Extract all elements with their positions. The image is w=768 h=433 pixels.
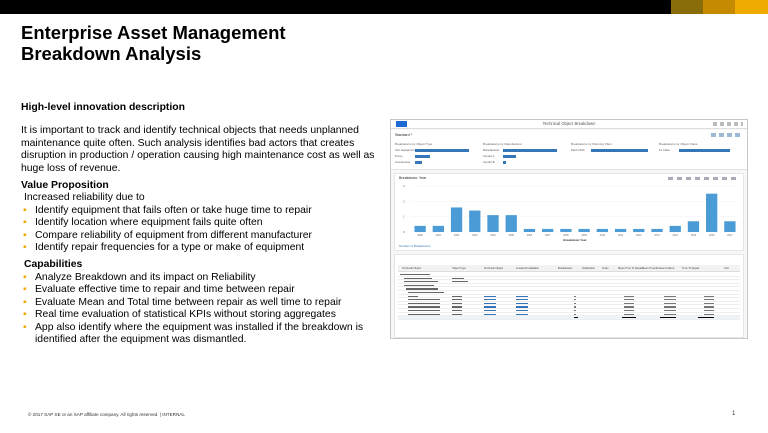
chart-bar[interactable] (506, 215, 517, 232)
list-item: ▪ Analyze Breakdown and its impact on Reliability (23, 271, 256, 283)
x-tick-label: 2017 (727, 234, 733, 237)
chart-bar[interactable] (651, 229, 662, 232)
chart-legend: Number of Breakdowns (399, 244, 431, 248)
chart-bar[interactable] (706, 194, 717, 232)
chart-bar[interactable] (633, 229, 644, 232)
x-tick-label: 2011 (617, 234, 624, 237)
chart-bar[interactable] (688, 221, 699, 232)
filter-bar-value[interactable] (679, 149, 730, 152)
capabilities-heading: Capabilities (24, 259, 83, 271)
x-tick-label: 2009 (581, 234, 587, 237)
x-tick-label: 2004 (490, 234, 496, 237)
chart-bar[interactable] (597, 229, 608, 232)
bullet-icon: ▪ (23, 284, 27, 296)
chart-bar[interactable] (524, 229, 535, 232)
bullet-icon: ▪ (23, 204, 27, 216)
x-tick-label: 2010 (599, 234, 605, 237)
filter-bar-value[interactable] (503, 149, 557, 152)
column-header[interactable]: Object Type (452, 267, 466, 270)
x-tick-label: 2001 (435, 234, 441, 237)
innovation-heading: High-level innovation description (21, 102, 185, 113)
list-item: ▪ Evaluate effective time to repair and time between repair (23, 284, 295, 296)
table-header (398, 265, 740, 272)
shell-tools (713, 122, 743, 126)
accent-block-dark (671, 0, 703, 14)
footer-copyright: © 2017 SAP SE or an SAP affiliate company. All rights reserved. | INTERNAL (28, 412, 185, 417)
table-body (398, 273, 740, 320)
filter-bar-tools (711, 133, 741, 137)
list-item: ▪ Evaluate Mean and Total time between repair as well time to repair (23, 296, 342, 308)
description-column (21, 102, 383, 346)
page-number: 1 (732, 411, 736, 417)
chart-bar[interactable] (414, 226, 425, 232)
bullet-icon: ▪ (23, 309, 27, 321)
filter-bar-value[interactable] (591, 149, 648, 152)
value-proposition-list (21, 205, 383, 255)
capabilities-list (21, 272, 383, 346)
column-header[interactable]: Unit (724, 267, 729, 270)
list-item: ▪ Compare reliability of equipment from different manufacturer (23, 229, 313, 241)
y-tick-label: 2 (403, 199, 405, 204)
table-toolbar (712, 257, 738, 262)
column-header[interactable]: Mean Time Between Failure (642, 267, 675, 270)
bullet-icon: ▪ (23, 296, 27, 308)
innovation-text: It is important to track and identify technical objects that needs unplanned maintenance quite often. Such analysis identifies bad actors that creates disruption in production / operation causing high maintenance cost as well as huge loss of revenue. (21, 125, 375, 174)
table-row[interactable] (398, 316, 740, 320)
x-tick-label: 2013 (654, 234, 660, 237)
x-tick-label: 2014 (672, 234, 678, 237)
list-item: ▪ App also identify where the equipment was installed if the breakdown is identified after the equipment was dismantled. (23, 321, 364, 345)
chart-bar[interactable] (433, 226, 444, 232)
chart-bar[interactable] (724, 221, 735, 232)
chart-bar[interactable] (578, 229, 589, 232)
x-tick-label: 2000 (417, 234, 423, 237)
column-header[interactable]: Location/Installation (516, 267, 539, 270)
title-line-2: Breakdown Analysis (21, 43, 202, 64)
bullet-icon: ▪ (23, 271, 27, 283)
title-line-1: Enterprise Asset Management (21, 22, 286, 43)
x-tick-label: 2005 (508, 234, 514, 237)
filter-card[interactable]: Breakdowns by Planning Plant Plant 1010 (571, 142, 655, 168)
chart-bar[interactable] (560, 229, 571, 232)
x-tick-label: 2008 (563, 234, 569, 237)
filter-bar-value[interactable] (503, 155, 516, 158)
variant-management[interactable]: Standard * (395, 133, 412, 137)
filter-bar (391, 130, 747, 170)
filter-bar-value[interactable] (503, 161, 506, 164)
breakdown-table (394, 254, 744, 338)
y-tick-label: 1 (403, 214, 405, 219)
chart-bar[interactable] (469, 211, 480, 232)
chart-bar[interactable] (487, 215, 498, 232)
filter-bar-value[interactable] (415, 161, 422, 164)
y-tick-label: 3 (403, 184, 405, 188)
chart-title: Breakdown: Year (399, 176, 427, 180)
filter-card[interactable]: Breakdowns by Object Class FL Class (659, 142, 743, 168)
app-title: Technical Object Breakdown (542, 121, 596, 126)
accent-block-light (735, 0, 768, 14)
filter-card[interactable]: Breakdowns by Manufacturer Manufacturer Vendor A Vendor B (483, 142, 567, 168)
value-proposition-intro: Increased reliability due to (24, 192, 145, 204)
chart-bar[interactable] (670, 226, 681, 232)
shell-bar (391, 120, 747, 129)
value-proposition-heading: Value Proposition (21, 180, 109, 192)
column-header[interactable]: Mean Time To Repair (618, 267, 643, 270)
x-tick-label: 2016 (709, 234, 715, 237)
x-tick-label: 2002 (453, 234, 460, 237)
column-header[interactable]: Technical Object (484, 267, 504, 270)
x-tick-label: 2012 (636, 234, 642, 237)
page-title (21, 22, 286, 64)
column-header[interactable]: Breakdowns (558, 267, 573, 270)
chart-bar[interactable] (451, 207, 462, 232)
list-item: ▪ Identify repair frequencies for a type or make of equipment (23, 242, 305, 254)
x-tick-label: 2007 (545, 234, 551, 237)
column-header[interactable]: Order (602, 267, 609, 270)
x-tick-label: 2015 (690, 234, 697, 237)
x-axis-label: Breakdown Year (563, 238, 587, 242)
bullet-icon: ▪ (23, 229, 27, 241)
x-tick-label: 2003 (472, 234, 478, 237)
filter-bar-value[interactable] (415, 155, 430, 158)
column-header[interactable]: Time To Repair (682, 267, 700, 270)
top-bar (0, 0, 768, 14)
column-header[interactable]: Notification (582, 267, 595, 270)
bullet-icon: ▪ (23, 217, 27, 229)
list-item: ▪ Real time evaluation of statistical KPIs without storing aggregates (23, 309, 336, 321)
breakdown-bar-chart (395, 174, 745, 252)
column-header[interactable]: Technical Object (402, 267, 422, 270)
bullet-icon: ▪ (23, 242, 27, 254)
filter-card[interactable]: Breakdowns by Object Type Veh. Equipment Pump Compressor (395, 142, 479, 168)
bullet-icon: ▪ (23, 321, 27, 333)
list-item: ▪ Identify location where equipment fails quite often (23, 217, 263, 229)
x-tick-label: 2006 (526, 234, 533, 237)
list-item: ▪ Identify equipment that fails often or take huge time to repair (23, 204, 312, 216)
chart-bar[interactable] (542, 229, 553, 232)
accent-block-mid (703, 0, 735, 14)
filter-bar-value[interactable] (415, 149, 469, 152)
chart-bar[interactable] (615, 229, 626, 232)
y-tick-label: 0 (403, 230, 405, 234)
app-screenshot (390, 119, 748, 339)
breakdown-chart-card (394, 173, 744, 251)
